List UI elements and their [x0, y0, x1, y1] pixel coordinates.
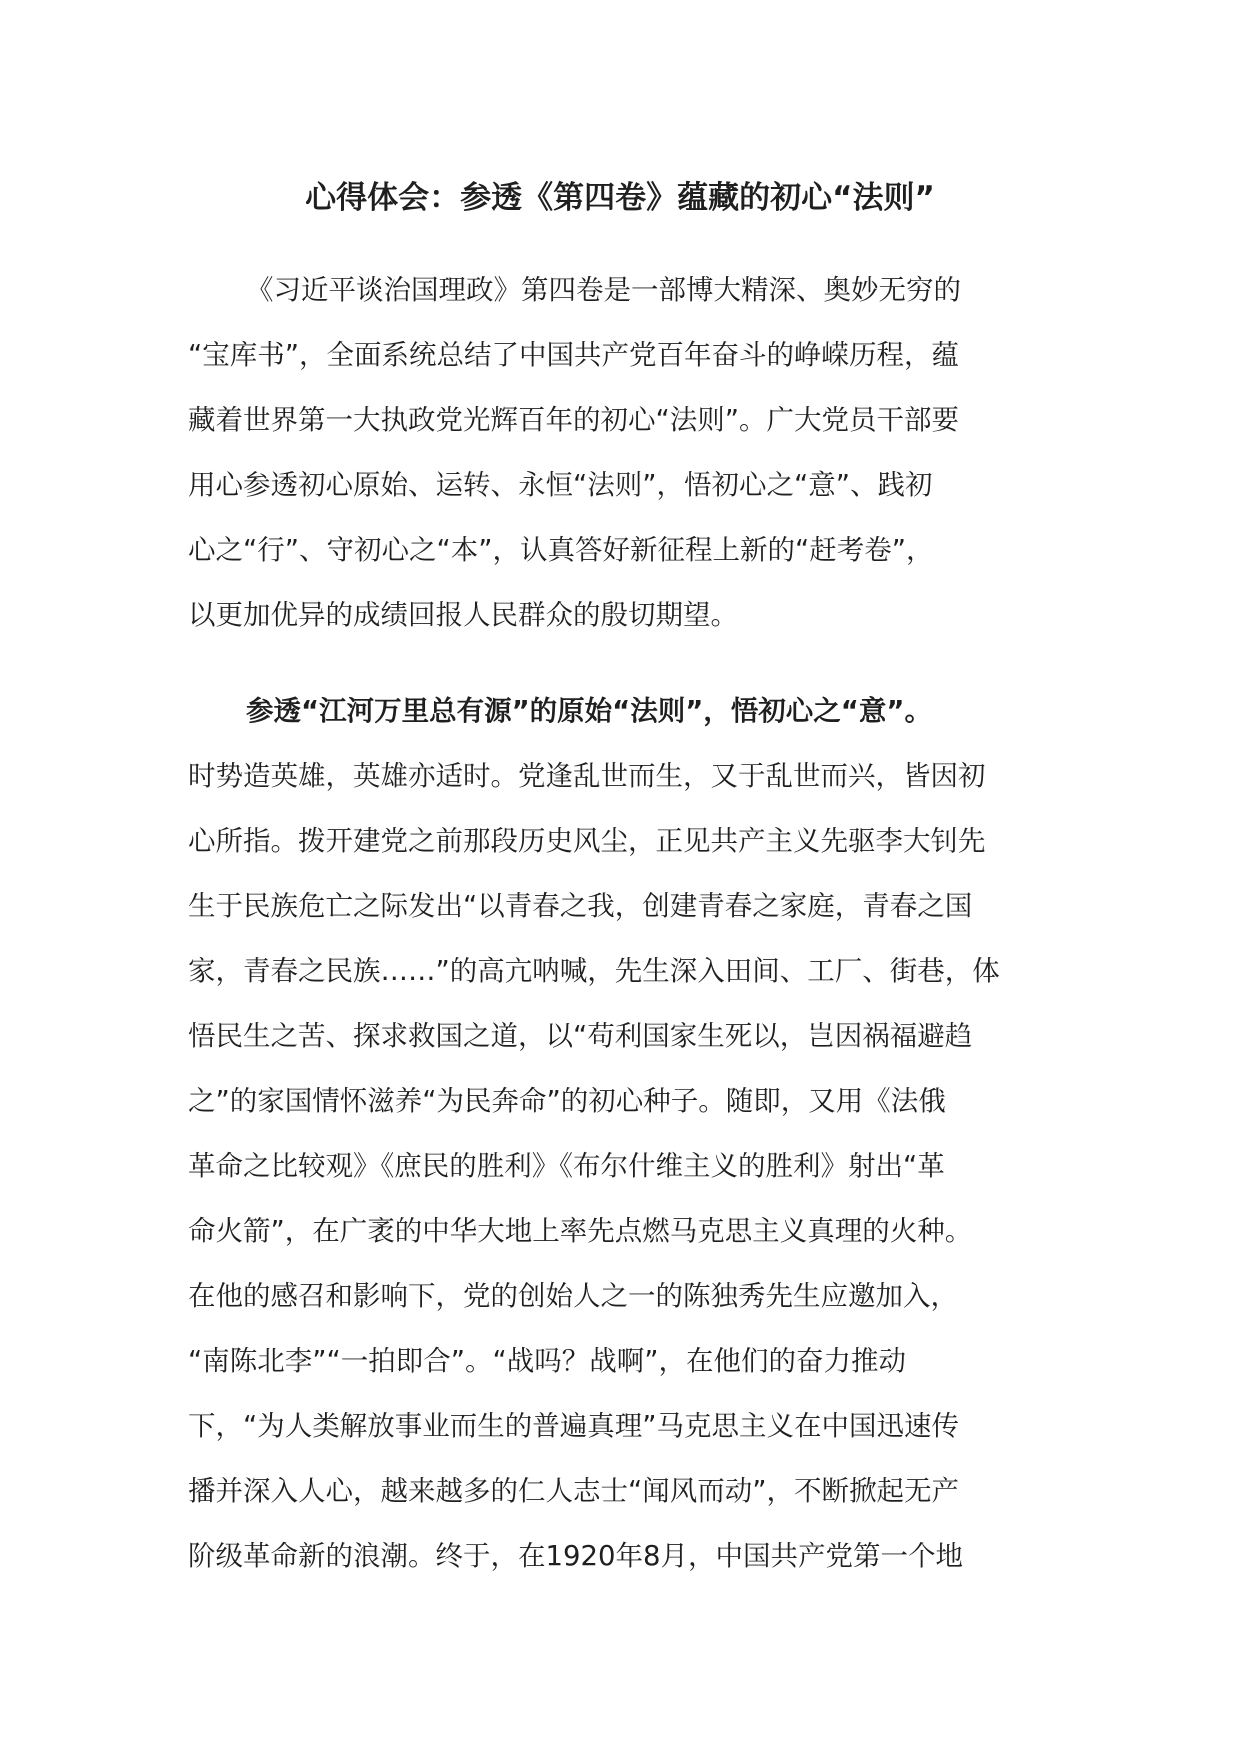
- document-title: 心得体会：参透《第四卷》蕴藏的初心“法则”: [305, 180, 935, 216]
- text-line: 在他的感召和影响下，党的创始人之一的陈独秀先生应邀加入，: [188, 1280, 958, 1312]
- text-line: 用心参透初心原始、运转、永恒“法则”，悟初心之“意”、践初: [188, 469, 933, 501]
- text-line: 播并深入人心，越来越多的仁人志士“闻风而动”，不断掀起无产: [188, 1475, 959, 1507]
- text-line: 悟民生之苦、探求救国之道，以“苟利国家生死以，岂因祸福避趋: [188, 1020, 973, 1052]
- text-line: 生于民族危亡之际发出“以青春之我，创建青春之家庭，青春之国: [188, 890, 973, 922]
- text-line: 《习近平谈治国理政》第四卷是一部博大精深、奥妙无穷的: [246, 274, 961, 306]
- text-line: 藏着世界第一大执政党光辉百年的初心“法则”。广大党员干部要: [188, 404, 959, 436]
- section-heading: 参透“江河万里总有源”的原始“法则”，悟初心之“意”。: [246, 695, 932, 727]
- text-line: 时势造英雄，英雄亦适时。党逢乱世而生，又于乱世而兴，皆因初: [188, 760, 986, 792]
- text-line: 家，青春之民族……”的高亢呐喊，先生深入田间、工厂、街巷，体: [188, 955, 1000, 987]
- text-line: 下，“为人类解放事业而生的普遍真理”马克思主义在中国迅速传: [188, 1410, 959, 1442]
- text-line: 命火箭”，在广袤的中华大地上率先点燃马克思主义真理的火种。: [188, 1215, 973, 1247]
- text-line: 革命之比较观》《庶民的胜利》《布尔什维主义的胜利》射出“革: [188, 1150, 945, 1182]
- text-line: 之”的家国情怀滋养“为民奔命”的初心种子。随即，又用《法俄: [188, 1085, 946, 1117]
- text-line: 心之“行”、守初心之“本”，认真答好新征程上新的“赶考卷”，: [188, 534, 934, 566]
- text-line: “宝库书”，全面系统总结了中国共产党百年奋斗的峥嵘历程，蕴: [188, 339, 959, 371]
- text-line: 阶级革命新的浪潮。终于，在1920年8月，中国共产党第一个地: [188, 1540, 963, 1572]
- text-line: 心所指。拨开建党之前那段历史风尘，正见共产主义先驱李大钊先: [188, 825, 986, 857]
- paragraph-section-1: [188, 679, 1068, 1589]
- text-line: 以更加优异的成绩回报人民群众的殷切期望。: [188, 599, 738, 631]
- text-line: “南陈北李”“一拍即合”。“战吗？战啊”，在他们的奋力推动: [188, 1345, 906, 1377]
- paragraph-intro: [188, 258, 1068, 648]
